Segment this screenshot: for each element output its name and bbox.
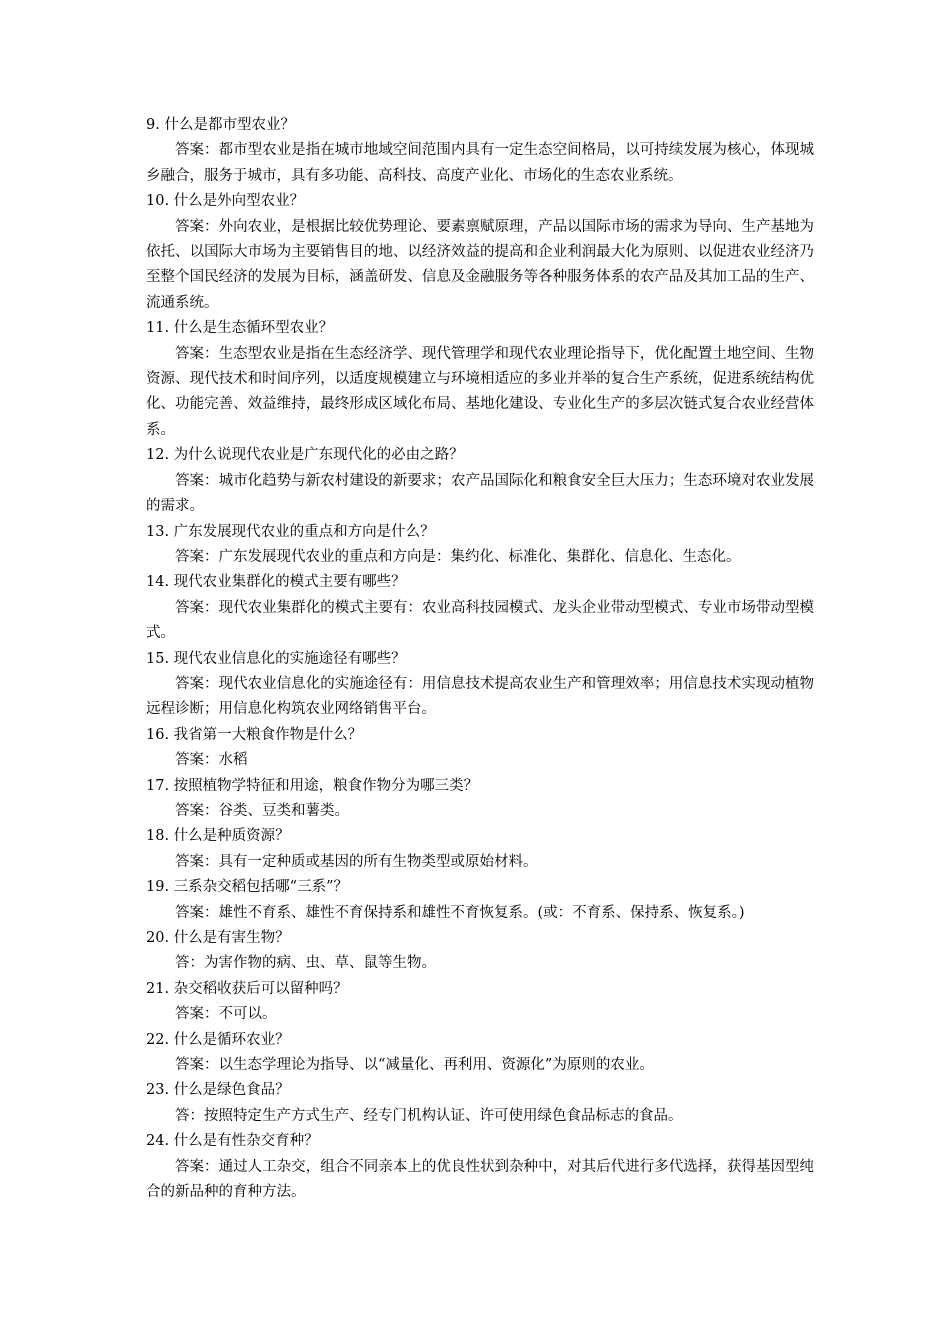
qa-item-19 xyxy=(146,875,814,926)
question: 22. 什么是循环农业？ xyxy=(146,1031,290,1048)
question: 14. 现代农业集群化的模式主要有哪些？ xyxy=(146,574,406,591)
qa-item-16 xyxy=(146,723,814,774)
question: 19. 三系杂交稻包括哪“三系”？ xyxy=(146,879,348,896)
answer: 答案：都市型农业是指在城市地域空间范围内具有一定生态空间格局，以可持续发展为核心，体现城乡融合，服务于城市，具有多功能、高科技、高度产业化、市场化的生态农业系统。 xyxy=(146,142,814,184)
qa-item-15 xyxy=(146,647,814,723)
question: 23. 什么是绿色食品？ xyxy=(146,1082,290,1099)
question: 20. 什么是有害生物？ xyxy=(146,930,290,946)
qa-item-18 xyxy=(146,824,814,875)
question: 24. 什么是有性杂交育种？ xyxy=(146,1133,319,1150)
answer: 答案：广东发展现代农业的重点和方向是：集约化、标准化、集群化、信息化、生态化。 xyxy=(175,548,741,565)
qa-item-23 xyxy=(146,1078,814,1129)
qa-item-10 xyxy=(146,189,814,316)
question: 16. 我省第一大粮食作物是什么？ xyxy=(146,726,363,743)
qa-item-9 xyxy=(146,113,814,189)
question: 13. 广东发展现代农业的重点和方向是什么？ xyxy=(146,523,435,540)
answer: 答案：生态型农业是指在生态经济学、现代管理学和现代农业理论指导下，优化配置土地空间、生物资源、现代技术和时间序列，以适度规模建立与环境相适应的多业并举的复合生产系统，促进系统结构优化、功能完善、效益维持，最终形成区域化布局、基地化建设、专业化生产的多层次链式复合农业经营体系。 xyxy=(146,345,814,438)
answer: 答案：通过人工杂交，组合不同亲本上的优良性状到杂种中，对其后代进行多代选择，获得基因型纯合的新品种的育种方法。 xyxy=(146,1158,814,1201)
question: 11. 什么是生态循环型农业？ xyxy=(146,320,334,337)
qa-item-13 xyxy=(146,520,814,571)
document-page xyxy=(146,113,814,1205)
answer: 答案：谷类、豆类和薯类。 xyxy=(175,802,349,819)
qa-item-12 xyxy=(146,443,814,519)
answer: 答：为害作物的病、虫、草、鼠等生物。 xyxy=(175,955,436,972)
qa-item-11 xyxy=(146,316,814,443)
answer: 答案：城市化趋势与新农村建设的新要求；农产品国际化和粮食安全巨大压力；生态环境对农业发展的需求。 xyxy=(146,472,814,515)
answer: 答案：现代农业信息化的实施途径有：用信息技术提高农业生产和管理效率；用信息技术实现动植物远程诊断；用信息化构筑农业网络销售平台。 xyxy=(146,675,814,718)
question: 12. 为什么说现代农业是广东现代化的必由之路？ xyxy=(146,447,464,464)
question: 15. 现代农业信息化的实施途径有哪些？ xyxy=(146,650,406,667)
answer: 答：按照特定生产方式生产、经专门机构认证、许可使用绿色食品标志的食品。 xyxy=(175,1107,683,1124)
question: 10. 什么是外向型农业？ xyxy=(146,193,305,210)
question: 21. 杂交稻收获后可以留种吗？ xyxy=(146,980,348,997)
question: 17. 按照植物学特征和用途，粮食作物分为哪三类？ xyxy=(146,777,479,794)
qa-item-17 xyxy=(146,774,814,825)
answer: 答案：不可以。 xyxy=(175,1006,277,1023)
qa-item-14 xyxy=(146,570,814,646)
answer: 答案：水稻 xyxy=(175,752,248,769)
answer: 答案：具有一定种质或基因的所有生物类型或原始材料。 xyxy=(175,853,538,870)
qa-item-22 xyxy=(146,1028,814,1079)
answer: 答案：现代农业集群化的模式主要有：农业高科技园模式、龙头企业带动型模式、专业市场带动型模式。 xyxy=(146,599,814,642)
question: 9. 什么是都市型农业？ xyxy=(146,117,295,133)
qa-item-20 xyxy=(146,926,814,977)
question: 18. 什么是种质资源？ xyxy=(146,828,290,845)
answer: 答案：外向农业，是根据比较优势理论、要素禀赋原理，产品以国际市场的需求为导向、生产基地为依托、以国际大市场为主要销售目的地、以经济效益的提高和企业利润最大化为原则、以促进农业经济乃至整个国民经济的发展为目标，涵盖研发、信息及金融服务等各种服务体系的农产品及其加工品的生产、流通系统。 xyxy=(146,218,814,311)
answer: 答案：以生态学理论为指导、以“减量化、再利用、资源化”为原则的农业。 xyxy=(175,1057,654,1074)
qa-item-21 xyxy=(146,977,814,1028)
qa-item-24 xyxy=(146,1129,814,1205)
answer: 答案：雄性不育系、雄性不育保持系和雄性不育恢复系。(或：不育系、保持系、恢复系。) xyxy=(175,904,745,921)
